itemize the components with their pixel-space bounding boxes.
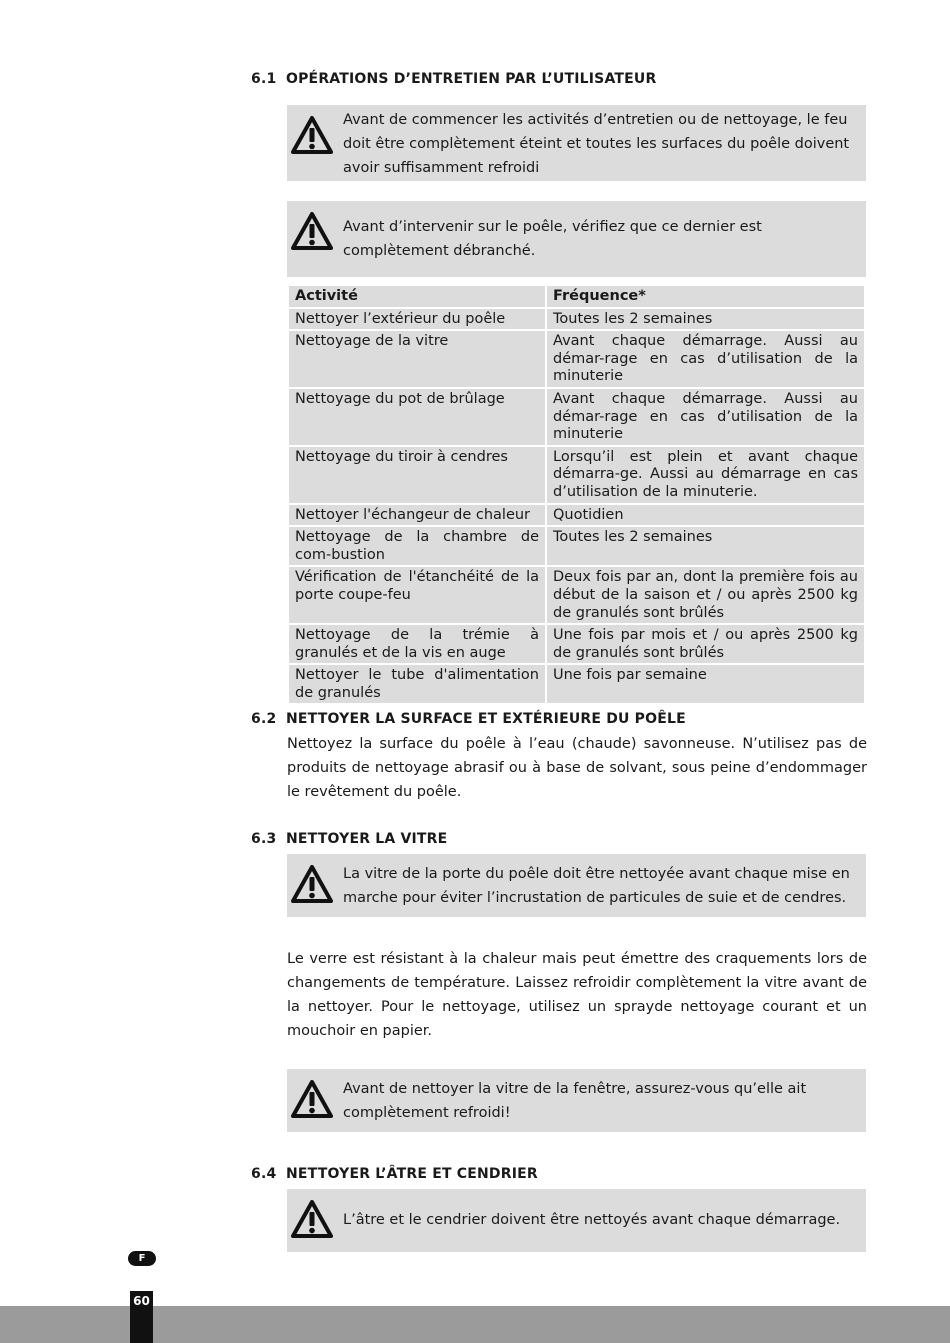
warning-triangle-icon	[291, 211, 333, 251]
cell-activity: Nettoyage de la trémie à granulés et de la vis en auge	[288, 624, 546, 664]
table-row	[288, 388, 865, 446]
cell-frequency: Quotidien	[546, 504, 865, 527]
section-number: 6.1	[251, 71, 277, 87]
table-row	[288, 624, 865, 664]
cell-frequency: Une fois par mois et / ou après 2500 kg de granulés sont brûlés	[546, 624, 865, 664]
warning-text: Avant de commencer les activités d’entretien ou de nettoyage, le feu doit être complètement éteint et toutes les surfaces du poêle doivent avoir suffisamment refroidi	[343, 112, 850, 176]
section-heading-6-2	[251, 711, 686, 727]
cell-frequency: Lorsqu’il est plein et avant chaque démarra-ge. Aussi au démarrage en cas d’utilisation de la minuterie.	[546, 446, 865, 504]
section-body: Nettoyez la surface du poêle à l’eau (chaude) savonneuse. N’utilisez pas de produits de nettoyage abrasif ou à base de solvant, sous peine d’endommager le revêtement du poêle.	[287, 736, 867, 800]
cell-activity: Nettoyer l’extérieur du poêle	[288, 308, 546, 331]
warning-box	[287, 201, 866, 277]
cell-activity: Nettoyer le tube d'alimentation de granulés	[288, 664, 546, 704]
table-row	[288, 526, 865, 566]
column-header-activity: Activité	[288, 285, 546, 308]
warning-box	[287, 1069, 866, 1132]
table-header-row	[288, 285, 865, 308]
section-title: OPÉRATIONS D’ENTRETIEN PAR L’UTILISATEUR	[286, 71, 657, 87]
cell-frequency: Avant chaque démarrage. Aussi au démar-rage en cas d’utilisation de la minuterie	[546, 388, 865, 446]
warning-triangle-icon	[291, 1199, 333, 1239]
section-title: NETTOYER L’ÂTRE ET CENDRIER	[286, 1166, 538, 1182]
section-title: NETTOYER LA SURFACE ET EXTÉRIEURE DU POÊLE	[286, 711, 686, 727]
warning-box	[287, 1189, 866, 1252]
maintenance-frequency-table	[287, 284, 866, 705]
section-heading-6-1	[251, 71, 656, 87]
table-row	[288, 308, 865, 331]
table-row	[288, 446, 865, 504]
warning-text: Avant de nettoyer la vitre de la fenêtre, assurez-vous qu’elle ait complètement refroidi!	[343, 1081, 807, 1121]
table-row	[288, 330, 865, 388]
table-row	[288, 504, 865, 527]
section-heading-6-4	[251, 1166, 538, 1182]
warning-triangle-icon	[291, 115, 333, 155]
cell-activity: Nettoyage de la vitre	[288, 330, 546, 388]
warning-box	[287, 105, 866, 181]
language-badge: F	[128, 1251, 156, 1266]
cell-frequency: Deux fois par an, dont la première fois au début de la saison et / ou après 2500 kg de granulés sont brûlés	[546, 566, 865, 624]
section-title: NETTOYER LA VITRE	[286, 831, 448, 847]
warning-text: L’âtre et le cendrier doivent être nettoyés avant chaque démarrage.	[343, 1212, 841, 1228]
cell-activity: Vérification de l'étanchéité de la porte coupe-feu	[288, 566, 546, 624]
section-number: 6.4	[251, 1166, 277, 1182]
table-row	[288, 566, 865, 624]
cell-activity: Nettoyage du pot de brûlage	[288, 388, 546, 446]
warning-triangle-icon	[291, 864, 333, 904]
warning-text: Avant d’intervenir sur le poêle, vérifiez que ce dernier est complètement débranché.	[343, 219, 762, 259]
warning-box	[287, 854, 866, 917]
cell-activity: Nettoyage du tiroir à cendres	[288, 446, 546, 504]
table-row	[288, 664, 865, 704]
cell-frequency: Une fois par semaine	[546, 664, 865, 704]
section-heading-6-3	[251, 831, 447, 847]
cell-frequency: Toutes les 2 semaines	[546, 308, 865, 331]
cell-frequency: Toutes les 2 semaines	[546, 526, 865, 566]
section-number: 6.2	[251, 711, 277, 727]
section-number: 6.3	[251, 831, 277, 847]
column-header-frequency: Fréquence*	[546, 285, 865, 308]
warning-text: La vitre de la porte du poêle doit être nettoyée avant chaque mise en marche pour éviter l’incrustation de particules de suie et de cendres.	[343, 866, 850, 906]
warning-triangle-icon	[291, 1079, 333, 1119]
section-body: Le verre est résistant à la chaleur mais peut émettre des craquements lors de changements de température. Laissez refroidir complètement la vitre avant de la nettoyer. Pour le nettoyage, utilisez un sprayde nettoyage courant et un mouchoir en papier.	[287, 951, 867, 1039]
cell-activity: Nettoyer l'échangeur de chaleur	[288, 504, 546, 527]
page-number: 60	[130, 1291, 153, 1343]
cell-activity: Nettoyage de la chambre de com-bustion	[288, 526, 546, 566]
cell-frequency: Avant chaque démarrage. Aussi au démar-rage en cas d’utilisation de la minuterie	[546, 330, 865, 388]
